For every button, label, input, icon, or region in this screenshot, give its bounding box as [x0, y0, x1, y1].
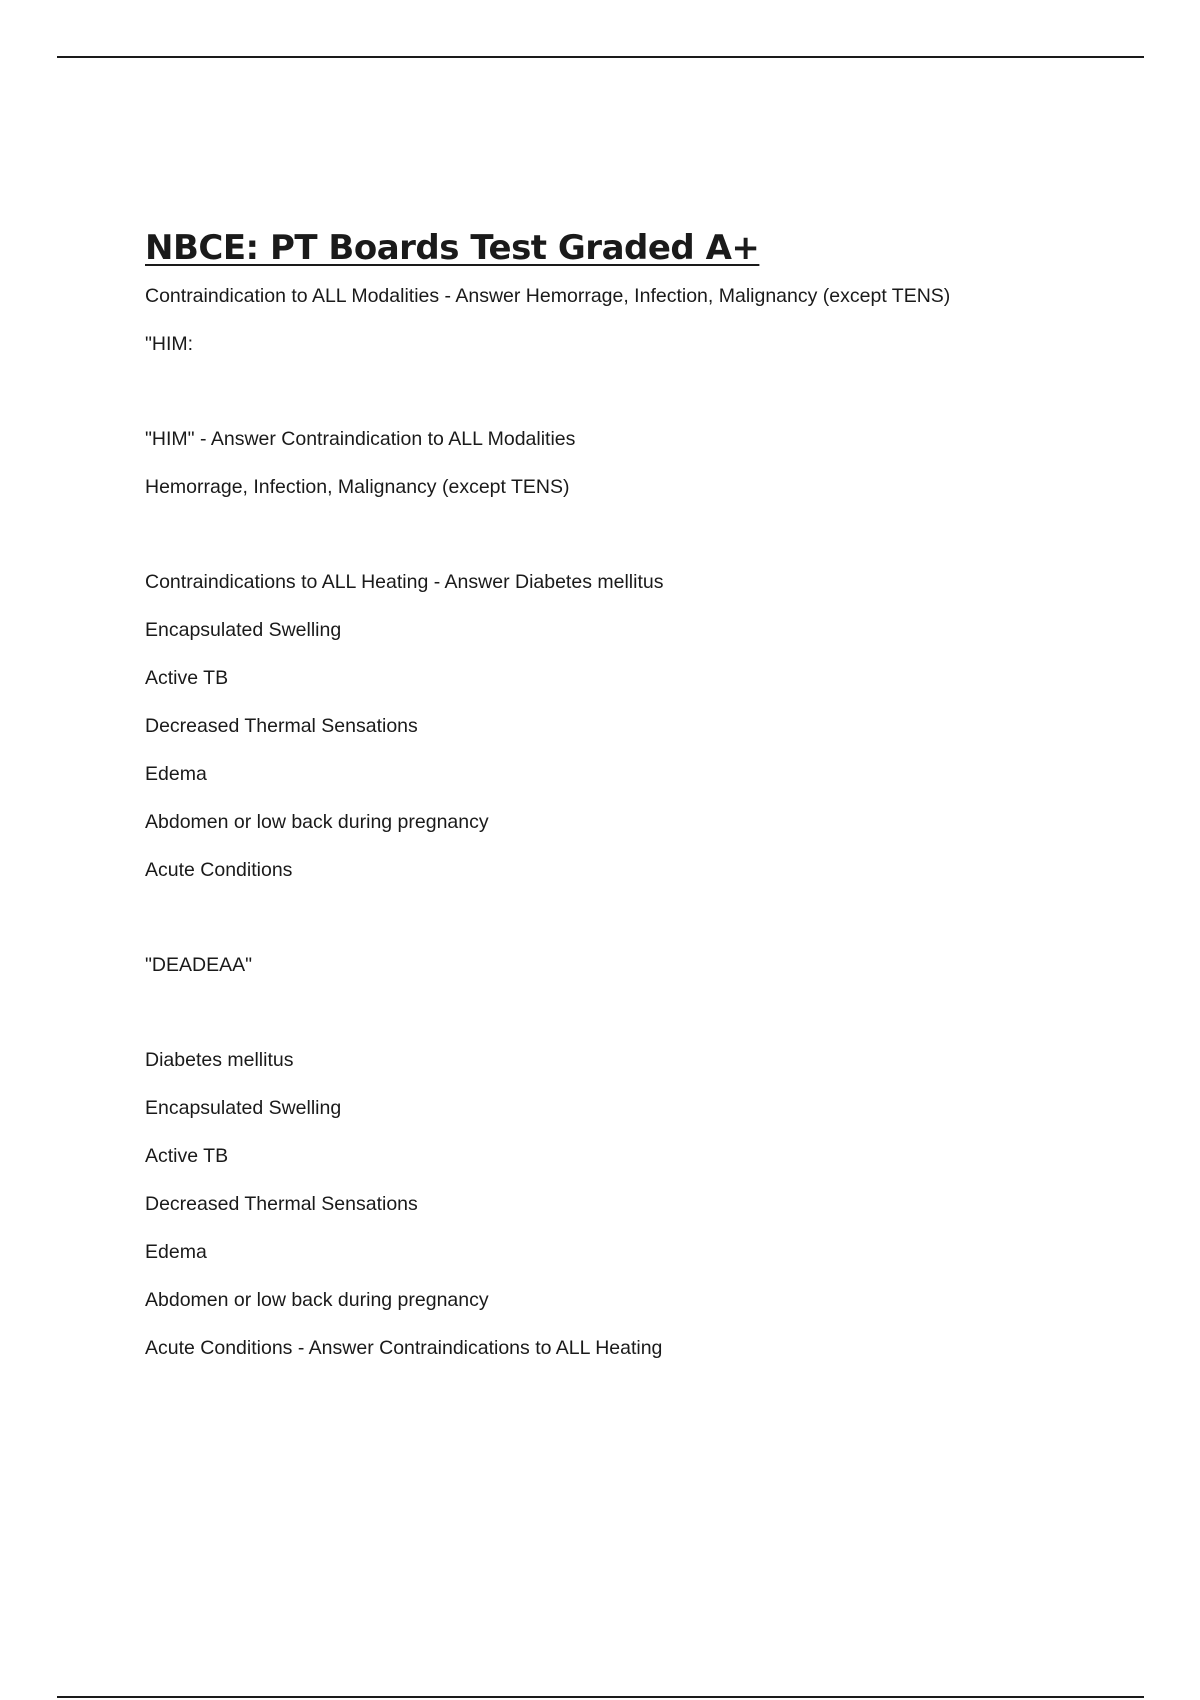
qa-block-deadeaa — [145, 1048, 1145, 1360]
qa-line: Contraindications to ALL Heating - Answer Diabetes mellitus — [145, 571, 664, 593]
spacer — [145, 906, 1145, 953]
qa-line: "DEADEAA" — [145, 954, 253, 976]
qa-line: Diabetes mellitus — [145, 1049, 294, 1071]
spacer — [145, 523, 1145, 570]
qa-line: Hemorrage, Infection, Malignancy (except TENS) — [145, 476, 570, 498]
qa-line: Edema — [145, 1241, 207, 1263]
header-rule — [57, 56, 1144, 58]
qa-line: Decreased Thermal Sensations — [145, 1193, 418, 1215]
footer-rule — [57, 1696, 1144, 1698]
qa-line: "HIM" - Answer Contraindication to ALL Modalities — [145, 428, 576, 450]
qa-line: Decreased Thermal Sensations — [145, 715, 418, 737]
qa-line: Active TB — [145, 667, 229, 689]
spacer — [145, 380, 1145, 427]
document-title: NBCE: PT Boards Test Graded A+ — [145, 228, 760, 268]
qa-line: Abdomen or low back during pregnancy — [145, 1289, 489, 1311]
qa-line: "HIM: — [145, 333, 194, 355]
qa-line: Acute Conditions — [145, 859, 293, 881]
qa-block-him — [145, 427, 1145, 499]
qa-line: Encapsulated Swelling — [145, 619, 342, 641]
qa-line: Abdomen or low back during pregnancy — [145, 811, 489, 833]
spacer — [145, 1001, 1145, 1048]
qa-line: Edema — [145, 763, 207, 785]
qa-line: Active TB — [145, 1145, 229, 1167]
qa-block-heating — [145, 570, 1145, 882]
qa-block-modalities — [145, 284, 1145, 356]
qa-line: Acute Conditions - Answer Contraindications to ALL Heating — [145, 1337, 663, 1359]
qa-line: Encapsulated Swelling — [145, 1097, 342, 1119]
document-body — [145, 226, 1145, 1384]
qa-block-mnemonic — [145, 953, 1145, 977]
qa-line: Contraindication to ALL Modalities - Answer Hemorrage, Infection, Malignancy (except TENS) — [145, 285, 951, 307]
